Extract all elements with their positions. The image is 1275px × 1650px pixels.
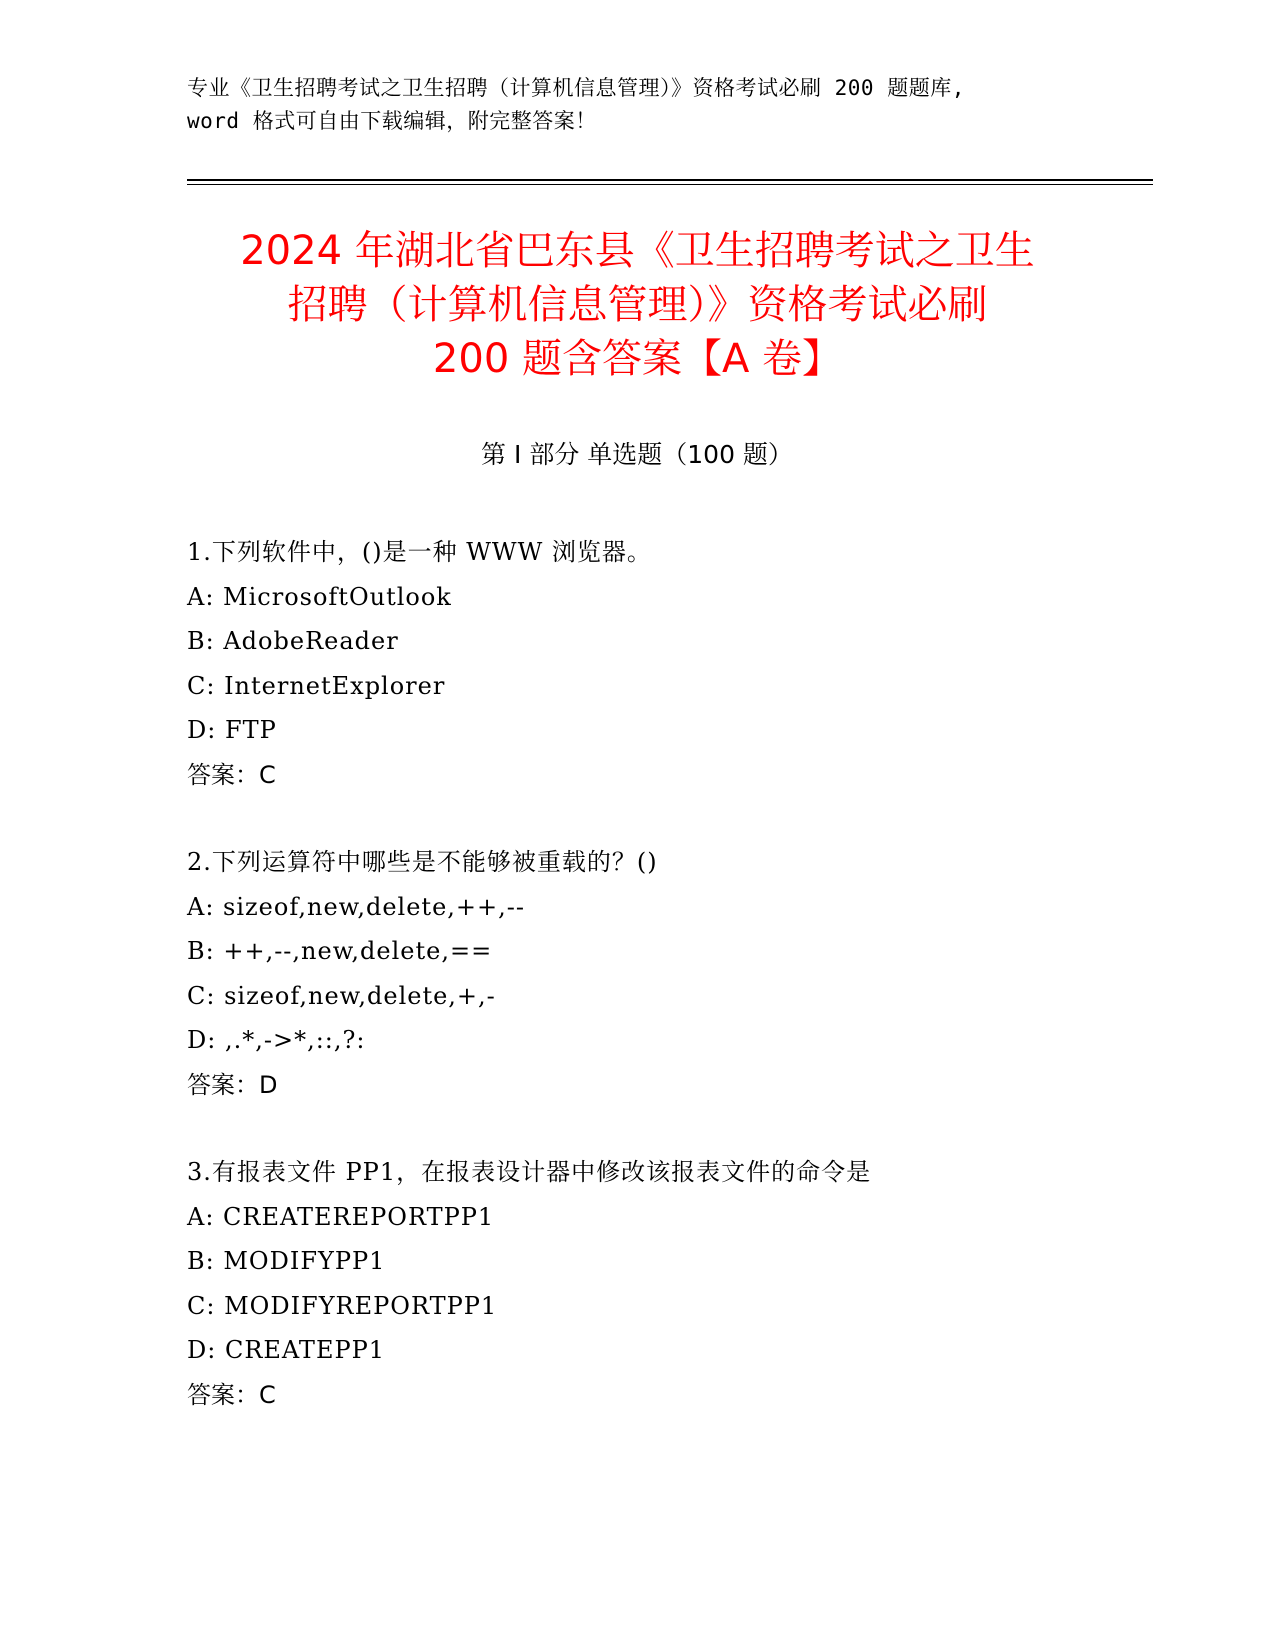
question-3 [187,1150,1153,1417]
option-d: D: FTP [187,716,277,744]
option-c: C: sizeof,new,delete,+,- [187,981,496,1010]
option-c: C: MODIFYREPORTPP1 [187,1291,498,1320]
question-stem: 3.有报表文件 PP1，在报表设计器中修改该报表文件的命令是 [187,1158,872,1186]
document-title [150,224,1125,386]
question-list [187,530,1153,1460]
answer: 答案：C [187,1380,276,1409]
option-d: D: ,.*,->*,::,?: [187,1026,366,1054]
header-note-line-1: 专业《卫生招聘考试之卫生招聘（计算机信息管理）》资格考试必刷 200 题题库, [187,76,965,100]
header-divider-thick [187,179,1153,181]
question-stem: 1.下列软件中，()是一种 WWW 浏览器。 [187,538,652,566]
answer: 答案：C [187,760,276,789]
question-stem: 2.下列运算符中哪些是不能够被重载的？() [187,848,658,876]
question-1 [187,530,1153,797]
option-a: A: sizeof,new,delete,++,-- [187,892,525,921]
document-title-line-2: 招聘（计算机信息管理）》资格考试必刷 [287,282,988,328]
document-title-line-3: 200 题含答案【A 卷】 [432,336,843,382]
option-d: D: CREATEPP1 [187,1336,386,1364]
answer: 答案：D [187,1070,278,1099]
option-b: B: ++,--,new,delete,== [187,937,493,965]
header-divider-thin [187,184,1153,185]
option-a: A: MicrosoftOutlook [187,582,452,611]
option-b: B: MODIFYPP1 [187,1247,386,1275]
option-a: A: CREATEREPORTPP1 [187,1202,495,1231]
header-note [187,72,1087,138]
header-note-line-2: word 格式可自由下载编辑，附完整答案！ [187,109,597,133]
question-2 [187,840,1153,1107]
section-title: 第 I 部分 单选题（100 题） [481,440,793,469]
option-b: B: AdobeReader [187,627,399,655]
option-c: C: InternetExplorer [187,671,446,700]
document-title-line-1: 2024 年湖北省巴东县《卫生招聘考试之卫生 [240,228,1035,274]
